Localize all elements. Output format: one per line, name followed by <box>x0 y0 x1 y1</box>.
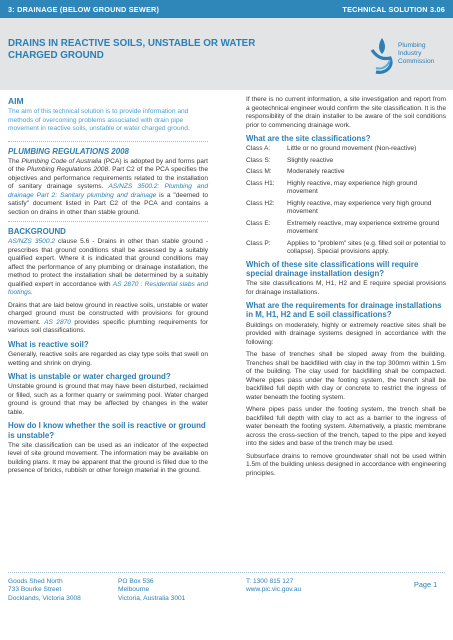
title-banner <box>0 18 453 90</box>
unstable-ground-heading: What is unstable or water charged ground? <box>8 372 171 382</box>
page-number: Page 1 <box>414 580 438 589</box>
website-link[interactable]: www.pic.vic.gov.au <box>246 586 302 594</box>
classifications-heading: What are the site classifications? <box>246 134 371 143</box>
regulations-heading: PLUMBING REGULATIONS 2008 <box>8 146 129 156</box>
special-design-heading: Which of these site classifications will require special drainage installation design? <box>246 259 419 278</box>
aim-text: The aim of this technical solution is to provide information and methods of overcoming problems associated with drain pipe movement in reactive soils, unstable or water charged ground. <box>8 108 190 132</box>
footer-po-box: PO Box 536 Melbourne Victoria, Australia 3001 <box>118 578 186 602</box>
aim-heading: AIM <box>8 96 24 106</box>
page-title: DRAINS IN REACTIVE SOILS, UNSTABLE OR WATER CHARGED GROUND <box>8 38 256 61</box>
intro-text: If there is no current information, a site investigation and report from a geotechnical engineer would confirm the site classification. It is the responsibility of the drain installer to be aware of the soil conditions prior to commencing drainage work. <box>246 96 446 129</box>
divider <box>8 221 208 222</box>
background-heading: BACKGROUND <box>8 227 66 237</box>
solution-number: TECHNICAL SOLUTION 3.06 <box>342 5 445 14</box>
footer-divider <box>8 572 445 573</box>
section-title: 3: DRAINAGE (BELOW GROUND SEWER) <box>8 5 160 14</box>
list-item: Class E: Extremely reactive, may experience extreme ground movement <box>246 219 440 236</box>
soil-check-text: The site classification can be used as an indicator of the expected level of site ground movement. The information may be available on building plans. It may be apparent that the ground is filled due to the presence of bricks, rubbish or other foreign material in the ground. <box>8 441 208 475</box>
left-column <box>8 96 208 480</box>
divider <box>8 141 208 142</box>
reactive-soil-text: Generally, reactive soils are regarded as clay type soils that swell on wetting and shrink on drying. <box>8 351 208 367</box>
soil-check-heading: How do I know whether the soil is reactive or ground is unstable? <box>8 421 206 440</box>
reactive-soil-heading: What is reactive soil? <box>8 339 89 349</box>
logo-wordmark: Plumbing Industry Commission <box>398 42 435 66</box>
requirements-paragraph-1: Buildings on moderately, highly or extremely reactive sites shall be provided with drainage systems designed in accordance with the following: <box>246 321 446 346</box>
right-column <box>246 96 446 482</box>
requirements-heading: What are the requirements for drainage installations in M, H1, H2 and E soil classifications? <box>246 301 442 320</box>
background-paragraph-2: Drains that are laid below ground in reactive soils, unstable or water charged ground must be constructed with provisions for ground movement. AS 2870 provides specific plumbing requirements for various soil classifications. <box>8 301 208 335</box>
special-design-text: The site classifications M, H1, H2 and E require special provisions for drainage installations. <box>246 280 446 296</box>
footer-contact <box>246 578 301 595</box>
requirements-paragraph-2: The base of trenches shall be sloped away from the building. Trenches shall be backfilled with clay in the top 300mm within 1.5m of the building. The clay used for backfilling shall be compacted. Where pipes pass under the footing system, the trench shall be backfilled full depth with clay or concrete to restrict the ingress of water beneath the footing system. <box>246 351 446 401</box>
classification-list <box>246 145 446 257</box>
list-item: Class S: Slightly reactive <box>246 156 334 164</box>
background-paragraph-1: AS/NZS 3500.2 clause 5.6 - Drains in other than stable ground - prescribes that ground conditions shall be assessed by a suitably qualified expert. Where it is indicated that ground conditions may affect the performance of any plumbing or drainage installation, the method to protect the installation shall be determined by a suitably qualified expert in accordance with AS 2870 : Residential slabs and footings. <box>8 238 208 297</box>
unstable-ground-text: Unstable ground is ground that may have been disturbed, reclaimed or filled, such as a former quarry or swimming pool. Water charged ground is ground that may be affected by changes in the water table. <box>8 383 208 416</box>
top-bar <box>0 0 453 18</box>
footer-address: Goods Shed North 733 Bourke Street Docklands, Victoria 3008 <box>8 578 81 602</box>
requirements-paragraph-4: Subsurface drains to remove groundwater shall not be used within 1.5m of the building unless designed in accordance with engineering principles. <box>246 452 446 477</box>
list-item: Class M: Moderately reactive <box>246 168 345 176</box>
list-item: Class A: Little or no ground movement (Non-reactive) <box>246 145 417 153</box>
list-item: Class H2: Highly reactive, may experience very high ground movement <box>246 199 432 216</box>
list-item: Class H1: Highly reactive, may experience high ground movement <box>246 179 418 196</box>
regulations-text: The Plumbing Code of Australia (PCA) is adopted by and forms part of the Plumbing Regulations 2008. Part C2 of the PCA specifies the objectives and performance requirements related to the installation of sanitary drainage systems. AS/NZS 3500.2: Plumbing and drainage Part 2: Sanitary plumbing and drainage is a "deemed to satisfy" document listed in Part C2 of the PCA and contains a section on drains in other than stable ground. <box>8 157 209 216</box>
phone-number: T: 1300 815 127 <box>246 578 294 585</box>
list-item: Class P: Applies to "problem" sites (e.g. filled soil or potential to collapse). Special provisions apply. <box>246 239 446 256</box>
requirements-paragraph-3: Where pipes pass under the footing system, the trench shall be backfilled full depth with clay to act as a barrier to the ingress of water beneath the footing system. Alternatively, a plastic membrane across the cross-section of the trench, taped to the pipe and keyed into the sides and base of the trench may be used. <box>246 406 446 448</box>
